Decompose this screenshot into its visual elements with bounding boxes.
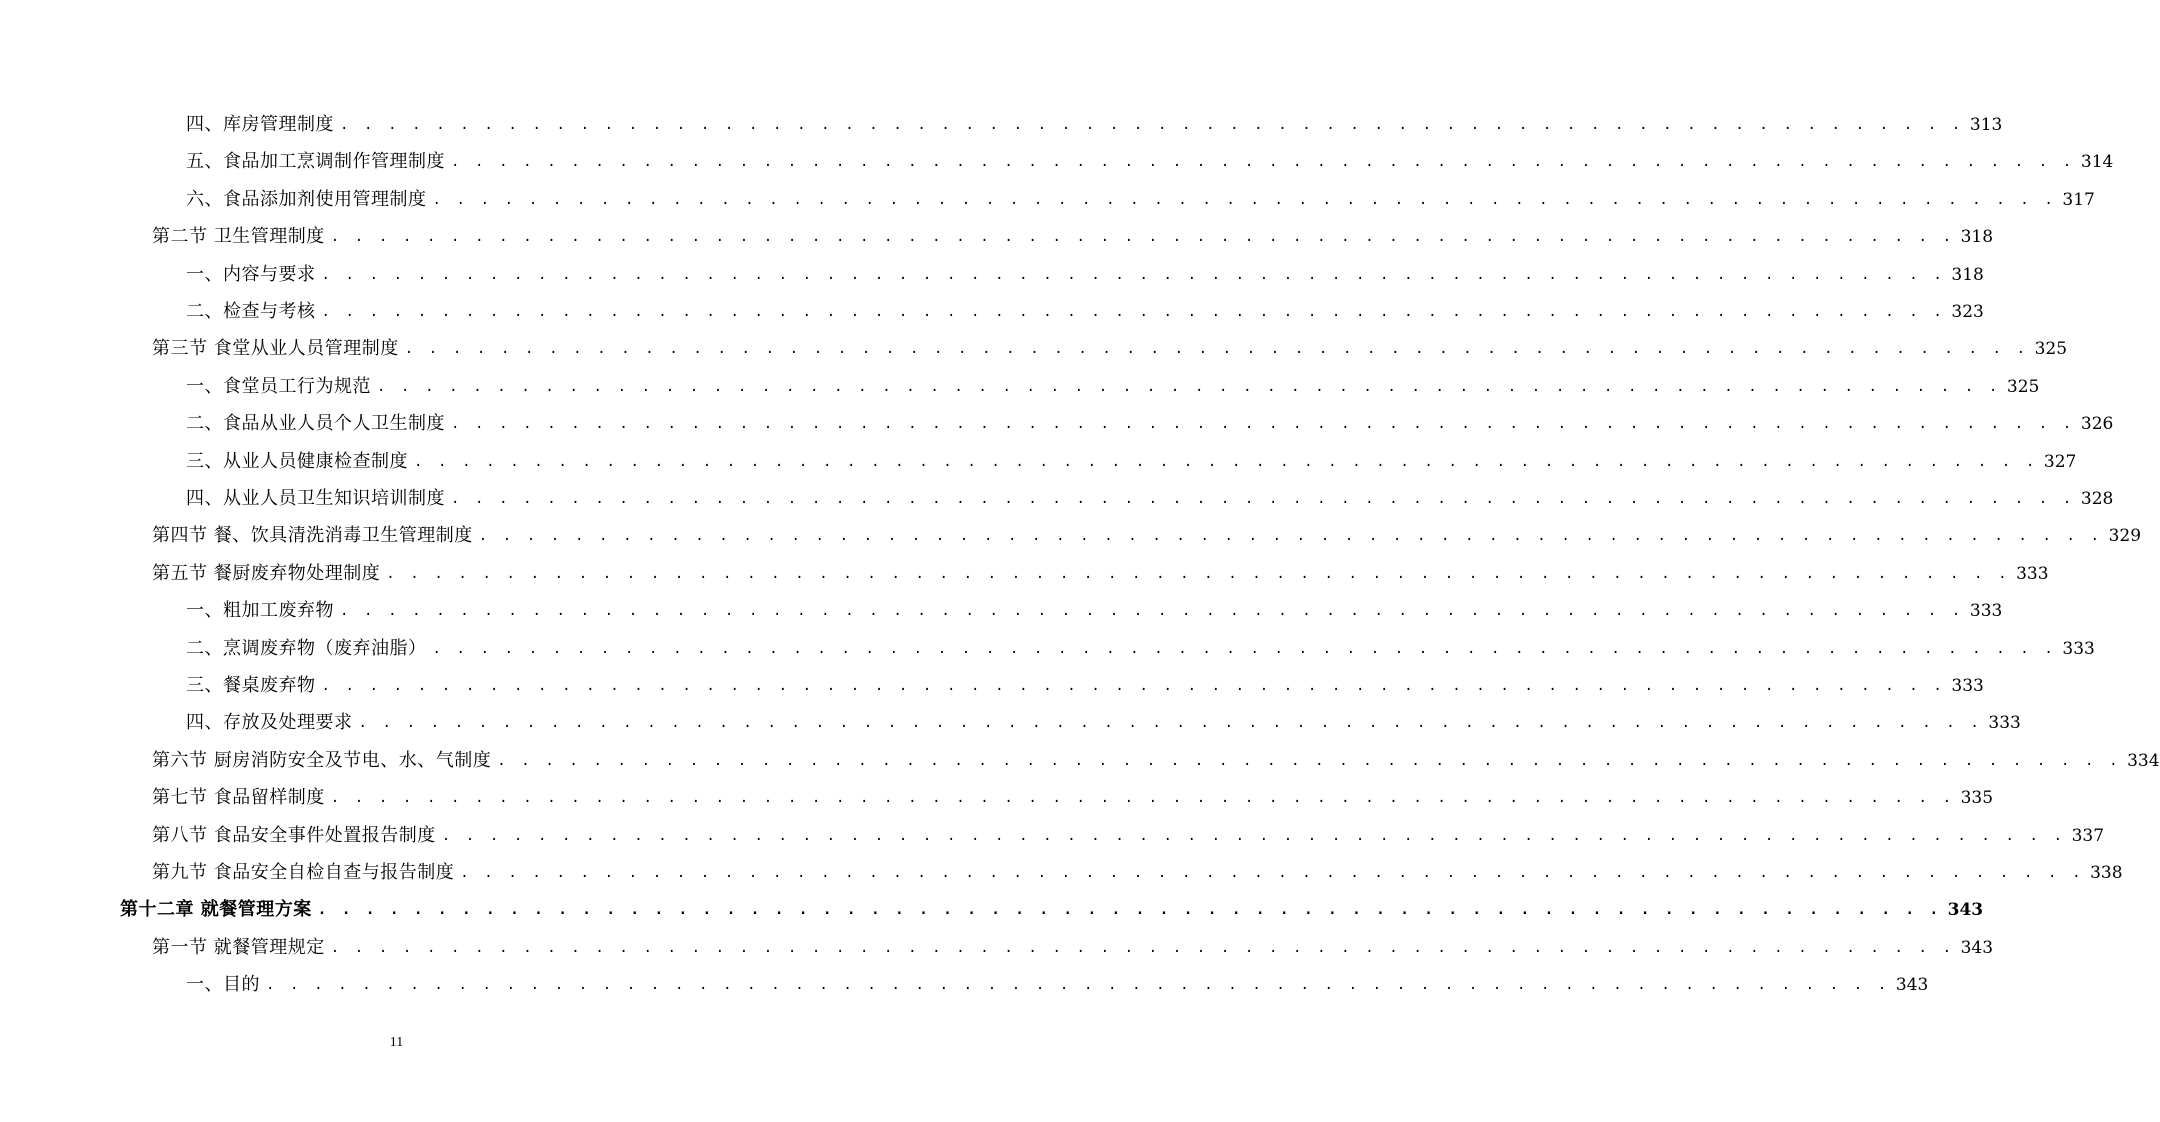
toc-entry-page: 327 — [2043, 451, 2077, 472]
toc-entry-page: 333 — [1988, 713, 2021, 734]
toc-entry[interactable] — [186, 624, 2095, 660]
toc-entry[interactable] — [120, 885, 1984, 921]
toc-leader-dots: . . . . . . . . . . . . . . . . . . . . . . . . . . . . . . . . . . . . . . . . . . . . . . . . . . . . . . . . . . . . . . . . . . . . — [266, 977, 1890, 994]
toc-entry-page: 343 — [1960, 937, 1994, 958]
toc-entry-title: 三、餐桌废弃物 — [186, 675, 316, 696]
toc-entry-title: 二、检查与考核 — [186, 301, 316, 322]
toc-entry[interactable] — [186, 586, 2003, 622]
toc-entry-page: 333 — [2062, 638, 2095, 659]
toc-entry-title: 一、粗加工废弃物 — [186, 600, 334, 622]
toc-entry-title: 二、烹调废弃物（废弃油脂） — [186, 637, 427, 659]
toc-entry-title: 一、内容与要求 — [186, 263, 316, 285]
toc-leader-dots: . . . . . . . . . . . . . . . . . . . . . . . . . . . . . . . . . . . . . . . . . . . . . . . . . . . . . . . . . . . . . . . . . . . . — [377, 378, 2001, 395]
toc-entry-title: 一、食堂员工行为规范 — [186, 375, 371, 397]
toc-entry-page: 333 — [1969, 601, 2003, 622]
toc-entry-title: 二、食品从业人员个人卫生制度 — [186, 413, 445, 435]
toc-leader-dots: . . . . . . . . . . . . . . . . . . . . . . . . . . . . . . . . . . . . . . . . . . . . . . . . . . . . . . . . . . . . . . . . . . . . — [460, 865, 2085, 881]
toc-entry-page: 328 — [2080, 489, 2114, 509]
toc-entry[interactable] — [186, 250, 1984, 286]
toc-entry-title: 第九节 食品安全自检自查与报告制度 — [152, 862, 455, 883]
toc-entry[interactable] — [186, 362, 2040, 398]
toc-leader-dots: . . . . . . . . . . . . . . . . . . . . . . . . . . . . . . . . . . . . . . . . . . . . . . . . . . . . . . . . . . . . . . . . . . . . — [441, 827, 2066, 844]
toc-leader-dots: . . . . . . . . . . . . . . . . . . . . . . . . . . . . . . . . . . . . . . . . . . . . . . . . . . . . . . . . . . . . . . . . . . . . — [317, 902, 1942, 919]
toc-entry-page: 334 — [2127, 750, 2160, 771]
toc-entry[interactable] — [152, 549, 2049, 585]
toc-leader-dots: . . . . . . . . . . . . . . . . . . . . . . . . . . . . . . . . . . . . . . . . . . . . . . . . . . . . . . . . . . . . . . . . . . . . — [478, 528, 2103, 545]
toc-entry[interactable] — [152, 848, 2123, 884]
toc-entry[interactable] — [186, 960, 1929, 996]
toc-entry-page: 343 — [1947, 900, 1984, 921]
toc-leader-dots: . . . . . . . . . . . . . . . . . . . . . . . . . . . . . . . . . . . . . . . . . . . . . . . . . . . . . . . . . . . . . . . . . . . . — [321, 304, 1946, 320]
toc-leader-dots: . . . . . . . . . . . . . . . . . . . . . . . . . . . . . . . . . . . . . . . . . . . . . . . . . . . . . . . . . . . . . . . . . . . . — [451, 154, 2075, 171]
toc-leader-dots: . . . . . . . . . . . . . . . . . . . . . . . . . . . . . . . . . . . . . . . . . . . . . . . . . . . . . . . . . . . . . . . . . . . . — [340, 117, 1964, 133]
toc-entry[interactable] — [186, 137, 2114, 173]
toc-entry-title: 第四节 餐、饮具清洗消毒卫生管理制度 — [152, 525, 473, 547]
toc-entry-page: 325 — [2034, 339, 2068, 360]
toc-entry-title: 第一节 就餐管理规定 — [152, 936, 325, 958]
toc-entry-page: 335 — [1960, 788, 1994, 809]
toc-entry[interactable] — [186, 437, 2077, 473]
toc-entry-page: 318 — [1960, 227, 1994, 248]
toc-leader-dots: . . . . . . . . . . . . . . . . . . . . . . . . . . . . . . . . . . . . . . . . . . . . . . . . . . . . . . . . . . . . . . . . . . . . — [451, 491, 2075, 507]
toc-entry-page: 329 — [2108, 526, 2142, 547]
toc-entry[interactable] — [152, 212, 1994, 248]
toc-entry[interactable] — [152, 923, 1994, 959]
toc-entry-title: 第七节 食品留样制度 — [152, 787, 325, 809]
toc-entry[interactable] — [186, 474, 2114, 510]
toc-entry[interactable] — [152, 511, 2142, 547]
toc-entry-title: 一、目的 — [186, 974, 260, 996]
toc-entry[interactable] — [152, 324, 2068, 360]
toc-entry[interactable] — [186, 100, 2003, 136]
toc-leader-dots: . . . . . . . . . . . . . . . . . . . . . . . . . . . . . . . . . . . . . . . . . . . . . . . . . . . . . . . . . . . . . . . . . . . . — [330, 790, 1955, 807]
toc-leader-dots: . . . . . . . . . . . . . . . . . . . . . . . . . . . . . . . . . . . . . . . . . . . . . . . . . . . . . . . . . . . . . . . . . . . . — [432, 191, 2057, 208]
toc-entry[interactable] — [186, 698, 2021, 734]
toc-entry-page: 325 — [2006, 376, 2040, 397]
toc-entry-title: 四、从业人员卫生知识培训制度 — [186, 488, 445, 509]
toc-entry-title: 第三节 食堂从业人员管理制度 — [152, 338, 399, 360]
toc-entry-title: 第十二章 就餐管理方案 — [120, 899, 312, 921]
toc-entry-page: 338 — [2090, 863, 2123, 883]
toc-entry-page: 326 — [2080, 414, 2114, 435]
toc-entry-title: 第五节 餐厨废弃物处理制度 — [152, 562, 381, 584]
toc-leader-dots: . . . . . . . . . . . . . . . . . . . . . . . . . . . . . . . . . . . . . . . . . . . . . . . . . . . . . . . . . . . . . . . . . . . . — [386, 565, 2011, 582]
toc-entry-page: 333 — [2016, 563, 2049, 584]
toc-entry-page: 313 — [1969, 115, 2003, 135]
toc-leader-dots: . . . . . . . . . . . . . . . . . . . . . . . . . . . . . . . . . . . . . . . . . . . . . . . . . . . . . . . . . . . . . . . . . . . . — [404, 341, 2029, 358]
toc-entry[interactable] — [186, 287, 1984, 323]
toc-leader-dots: . . . . . . . . . . . . . . . . . . . . . . . . . . . . . . . . . . . . . . . . . . . . . . . . . . . . . . . . . . . . . . . . . . . . — [451, 416, 2075, 433]
toc-entry-page: 337 — [2071, 825, 2105, 846]
toc-entry-page: 317 — [2062, 189, 2095, 210]
toc-leader-dots: . . . . . . . . . . . . . . . . . . . . . . . . . . . . . . . . . . . . . . . . . . . . . . . . . . . . . . . . . . . . . . . . . . . . — [321, 678, 1946, 694]
toc-entry[interactable] — [186, 661, 1984, 697]
toc-entry-title: 四、存放及处理要求 — [186, 712, 353, 734]
toc-leader-dots: . . . . . . . . . . . . . . . . . . . . . . . . . . . . . . . . . . . . . . . . . . . . . . . . . . . . . . . . . . . . . . . . . . . . — [358, 715, 1983, 732]
toc-leader-dots: . . . . . . . . . . . . . . . . . . . . . . . . . . . . . . . . . . . . . . . . . . . . . . . . . . . . . . . . . . . . . . . . . . . . — [321, 266, 1946, 283]
toc-entry[interactable] — [152, 773, 1994, 809]
toc-entry-page: 343 — [1895, 975, 1929, 996]
toc-entry-page: 318 — [1951, 264, 1984, 285]
toc-entry-title: 五、食品加工烹调制作管理制度 — [186, 151, 445, 173]
toc-entry-title: 第二节 卫生管理制度 — [152, 226, 325, 248]
toc-entry[interactable] — [186, 175, 2095, 211]
toc-entry[interactable] — [186, 399, 2114, 435]
page-number: 11 — [389, 1035, 404, 1050]
toc-entry-title: 六、食品添加剂使用管理制度 — [186, 188, 427, 210]
toc-entry-page: 333 — [1951, 676, 1984, 696]
toc-entry-page: 314 — [2080, 152, 2114, 173]
toc-leader-dots: . . . . . . . . . . . . . . . . . . . . . . . . . . . . . . . . . . . . . . . . . . . . . . . . . . . . . . . . . . . . . . . . . . . . — [432, 640, 2057, 657]
toc-entry[interactable] — [152, 736, 2160, 772]
toc-leader-dots: . . . . . . . . . . . . . . . . . . . . . . . . . . . . . . . . . . . . . . . . . . . . . . . . . . . . . . . . . . . . . . . . . . . . — [330, 939, 1955, 956]
toc-leader-dots: . . . . . . . . . . . . . . . . . . . . . . . . . . . . . . . . . . . . . . . . . . . . . . . . . . . . . . . . . . . . . . . . . . . . — [340, 603, 1964, 620]
toc-leader-dots: . . . . . . . . . . . . . . . . . . . . . . . . . . . . . . . . . . . . . . . . . . . . . . . . . . . . . . . . . . . . . . . . . . . . — [330, 229, 1955, 246]
toc-entry-title: 第六节 厨房消防安全及节电、水、气制度 — [152, 749, 492, 771]
toc-entry[interactable] — [152, 811, 2105, 847]
toc-entry-title: 三、从业人员健康检查制度 — [186, 450, 408, 472]
toc-entry-page: 323 — [1951, 302, 1984, 322]
toc-entry-title: 四、库房管理制度 — [186, 114, 334, 135]
toc-entry-title: 第八节 食品安全事件处置报告制度 — [152, 824, 436, 846]
toc-leader-dots: . . . . . . . . . . . . . . . . . . . . . . . . . . . . . . . . . . . . . . . . . . . . . . . . . . . . . . . . . . . . . . . . . . . . — [414, 453, 2038, 470]
toc-leader-dots: . . . . . . . . . . . . . . . . . . . . . . . . . . . . . . . . . . . . . . . . . . . . . . . . . . . . . . . . . . . . . . . . . . . . — [497, 752, 2122, 769]
